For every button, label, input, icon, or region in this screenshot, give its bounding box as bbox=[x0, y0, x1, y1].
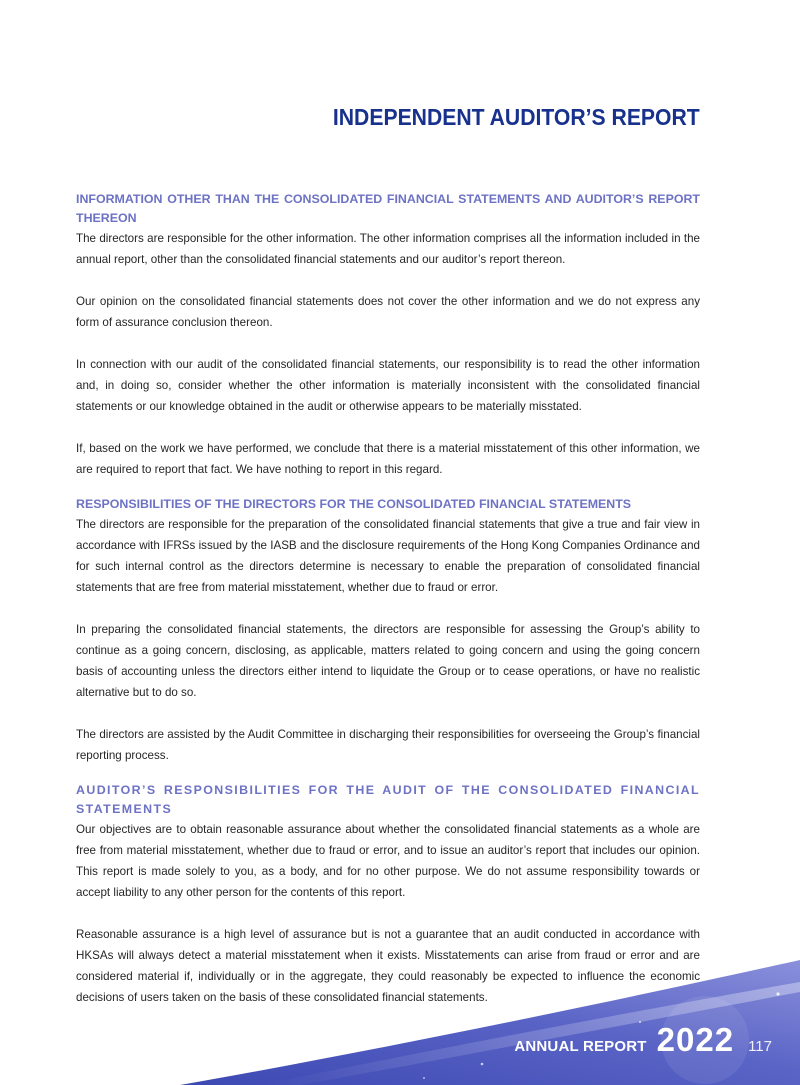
section-heading: AUDITOR’S RESPONSIBILITIES FOR THE AUDIT OF THE CONSOLIDATED FINANCIAL STATEMENTS bbox=[76, 783, 700, 816]
section-directors-responsibilities bbox=[76, 495, 700, 766]
paragraph: The directors are responsible for the other information. The other information comprises all the information included in the annual report, other than the consolidated financial statements and our auditor’s report thereon. bbox=[76, 232, 700, 266]
paragraph: In connection with our audit of the consolidated financial statements, our responsibility is to read the other information and, in doing so, consider whether the other information is materially inconsistent with the consolidated financial statements or our knowledge obtained in the audit or otherwise appears to be materially misstated. bbox=[76, 358, 700, 413]
paragraph: The directors are responsible for the preparation of the consolidated financial statements that give a true and fair view in accordance with IFRSs issued by the IASB and the disclosure requirements of the Hong Kong Companies Ordinance and for such internal control as the directors determine is necessary to enable the preparation of consolidated financial statements that are free from material misstatement, whether due to fraud or error. bbox=[76, 518, 700, 594]
footer-decoration bbox=[0, 930, 800, 1085]
section-other-information bbox=[76, 190, 700, 480]
report-content bbox=[76, 190, 700, 1008]
paragraph: If, based on the work we have performed, we conclude that there is a material misstatement of this other information, we are required to report that fact. We have nothing to report in this regard. bbox=[76, 442, 700, 476]
paragraph: Reasonable assurance is a high level of assurance but is not a guarantee that an audit conducted in accordance with HKSAs will always detect a material misstatement when it exists. Misstatements can arise from fraud or error and are considered material if, individually or in the aggregate, they could reasonably be expected to influence the economic decisions of users taken on the basis of these consolidated financial statements. bbox=[76, 928, 700, 1004]
footer-brand bbox=[514, 1021, 772, 1059]
paragraph: The directors are assisted by the Audit Committee in discharging their responsibilities for overseeing the Group’s financial reporting process. bbox=[76, 728, 700, 762]
section-heading: INFORMATION OTHER THAN THE CONSOLIDATED FINANCIAL STATEMENTS AND AUDITOR’S REPORT THEREON bbox=[76, 192, 700, 225]
paragraph: Our objectives are to obtain reasonable assurance about whether the consolidated financial statements as a whole are free from material misstatement, whether due to fraud or error, and to issue an auditor’s report that includes our opinion. This report is made solely to you, as a body, and for no other purpose. We do not assume responsibility towards or accept liability to any other person for the contents of this report. bbox=[76, 823, 700, 899]
paragraph: Our opinion on the consolidated financial statements does not cover the other information and we do not express any form of assurance conclusion thereon. bbox=[76, 295, 700, 329]
report-year: 2022 bbox=[656, 1021, 735, 1058]
page-title: INDEPENDENT AUDITOR’S REPORT bbox=[333, 104, 700, 130]
section-heading: RESPONSIBILITIES OF THE DIRECTORS FOR THE CONSOLIDATED FINANCIAL STATEMENTS bbox=[76, 497, 632, 511]
annual-report-label: ANNUAL REPORT bbox=[514, 1038, 647, 1055]
page-number: 117 bbox=[748, 1038, 772, 1055]
paragraph: In preparing the consolidated financial statements, the directors are responsible for assessing the Group’s ability to continue as a going concern, disclosing, as applicable, matters related to going concern and using the going concern basis of accounting unless the directors either intend to liquidate the Group or to cease operations, or have no realistic alternative but to do so. bbox=[76, 623, 700, 699]
